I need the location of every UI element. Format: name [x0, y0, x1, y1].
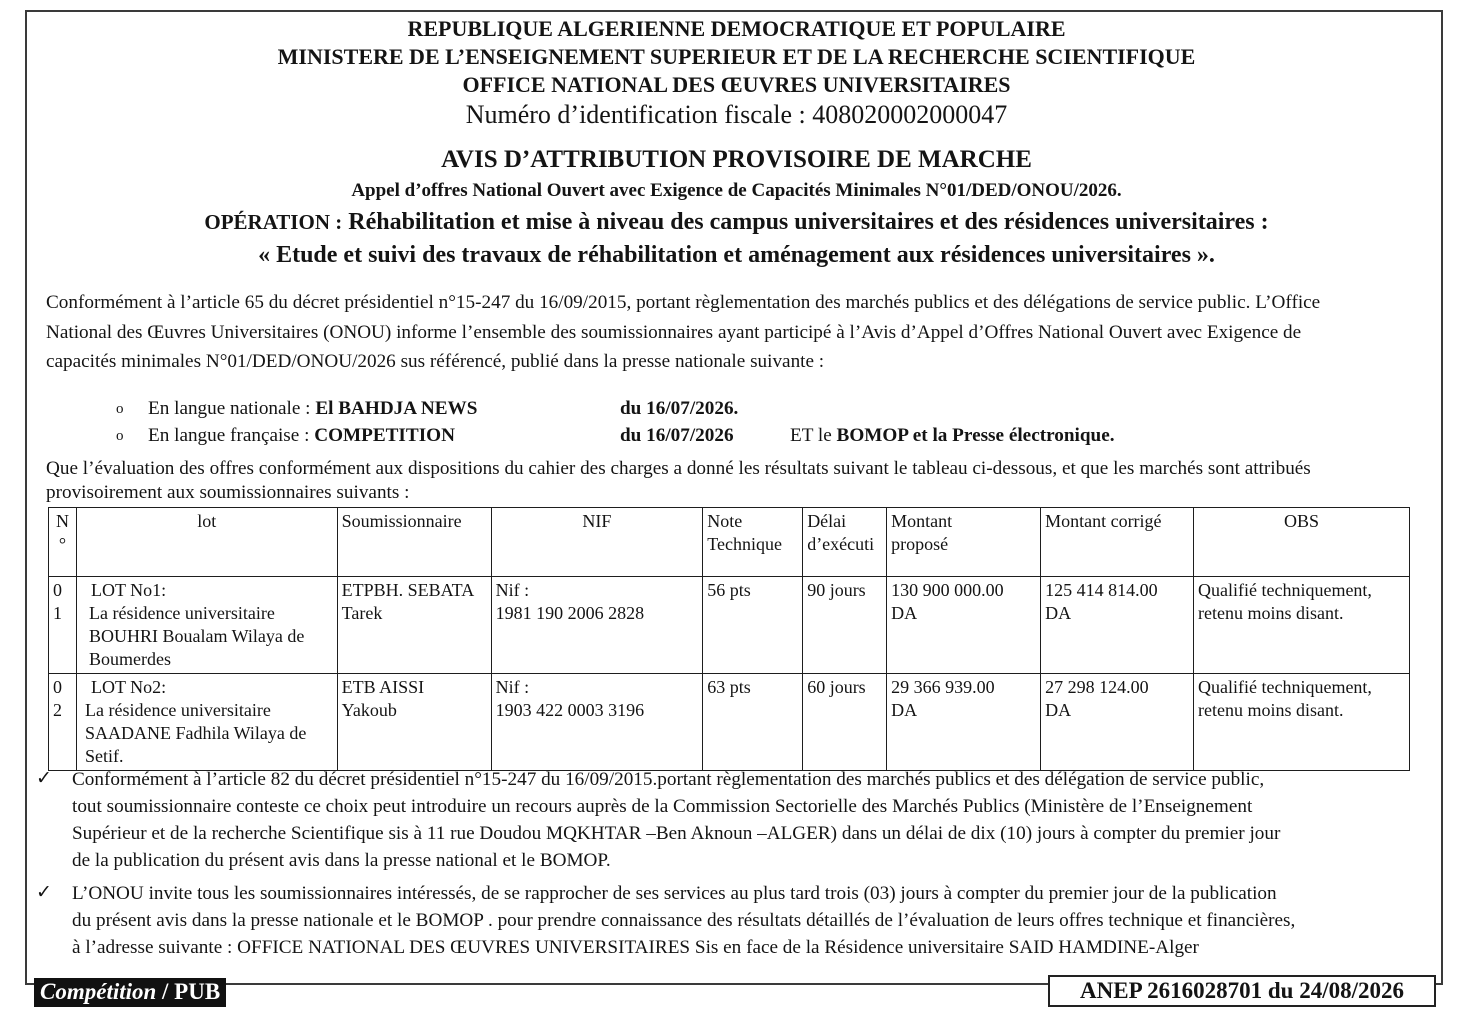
intro-paragraph	[46, 288, 1446, 377]
press-label: En langue française : COMPETITION	[148, 425, 455, 446]
table-row	[49, 674, 1410, 771]
publication-badge: Compétition / PUB	[34, 978, 226, 1007]
bullet-icon: o	[116, 401, 124, 417]
intro-line: Conformément à l’article 65 du décret présidentiel n°15-247 du 16/09/2015, portant règlementation des marchés publics et des délégations de service public. L’Office	[46, 292, 1321, 313]
press-item-national	[0, 398, 1473, 424]
lot-cell: LOT No2: La résidence universitaire SAADANE Fadhila Wilaya de Setif.	[76, 674, 337, 771]
col-bidder-header: Soumissionnaire	[337, 508, 491, 577]
checkmark-icon: ✓	[36, 768, 53, 789]
bullet-icon: o	[116, 428, 124, 444]
results-intro-line: Que l’évaluation des offres conformément aux dispositions du cahier des charges a donné les résultats suivant le tableau ci-dessous, et que les marchés sont attribués	[46, 458, 1311, 479]
notice-title: AVIS D’ATTRIBUTION PROVISOIRE DE MARCHE	[441, 146, 1032, 173]
anep-reference: ANEP 2616028701 du 24/08/2026	[1048, 975, 1436, 1007]
results-table	[48, 507, 1410, 771]
notice-subtitle: Appel d’offres National Ouvert avec Exigence de Capacités Minimales N°01/DED/ONOU/2026.	[351, 180, 1122, 201]
press-paper: COMPETITION	[314, 425, 455, 446]
office-heading: OFFICE NATIONAL DES ŒUVRES UNIVERSITAIRES	[462, 72, 1011, 97]
operation-label: OPÉRATION :	[204, 210, 343, 234]
corrected-amount-cell: 27 298 124.00 DA	[1041, 674, 1194, 771]
operation-line	[0, 209, 1473, 236]
bidder-cell: ETB AISSI Yakoub	[337, 674, 491, 771]
col-number-header: N °	[49, 508, 77, 577]
bidder-cell: ETPBH. SEBATA Tarek	[337, 577, 491, 674]
col-note-header: Note Technique	[703, 508, 803, 577]
lot-cell: LOT No1: La résidence universitaire BOUHRI Boualam Wilaya de Boumerdes	[76, 577, 337, 674]
operation-quote: « Etude et suivi des travaux de réhabilitation et aménagement aux résidences universitaires ».	[258, 242, 1215, 268]
press-date: du 16/07/2026	[620, 425, 734, 446]
note-cell: 63 pts	[703, 674, 803, 771]
press-paper: El BAHDJA NEWS	[315, 398, 478, 419]
row-number: 0 2	[49, 674, 77, 771]
col-lot-header: lot	[76, 508, 337, 577]
delay-cell: 90 jours	[803, 577, 887, 674]
table-header-row	[49, 508, 1410, 577]
note-cell: 56 pts	[703, 577, 803, 674]
obs-cell: Qualifié techniquement, retenu moins disant.	[1194, 674, 1410, 771]
col-corrected-header: Montant corrigé	[1041, 508, 1194, 577]
intro-line: capacités minimales N°01/DED/ONOU/2026 sus référencé, publié dans la presse nationale suivante :	[46, 351, 825, 372]
republic-heading: REPUBLIQUE ALGERIENNE DEMOCRATIQUE ET POPULAIRE	[407, 16, 1066, 41]
press-label: En langue nationale : El BAHDJA NEWS	[148, 398, 478, 419]
appeal-paragraph: Conformément à l’article 82 du décret présidentiel n°15-247 du 16/09/2015.portant règlementation des marchés publics et des délégation de service public, tout soumissionnaire conteste ce choix peut introduire un recours auprès de la Commission Sectorielle des Marchés Publics (Ministère de l’Enseignement Supérieur et de la recherche Scientifique sis à 11 rue Doudou MQKHTAR –Ben Aknoun –ALGER) dans un délai de dix (10) jours à compter du premier jour de la publication du présent avis dans la presse national et le BOMOP.	[72, 769, 1281, 871]
amount-cell: 130 900 000.00 DA	[887, 577, 1041, 674]
col-delay-header: Délai d’exécuti	[803, 508, 887, 577]
col-amount-header: Montant proposé	[887, 508, 1041, 577]
checkmark-icon: ✓	[36, 882, 53, 903]
obs-cell: Qualifié techniquement, retenu moins disant.	[1194, 577, 1410, 674]
press-extra: ET le BOMOP et la Presse électronique.	[790, 425, 1115, 446]
fiscal-id: Numéro d’identification fiscale : 408020002000047	[465, 100, 1008, 129]
col-nif-header: NIF	[491, 508, 703, 577]
results-intro	[46, 454, 1446, 507]
intro-line: National des Œuvres Universitaires (ONOU) informe l’ensemble des soumissionnaires ayant participé à l’Avis d’Appel d’Offres National Ouvert avec Exigence de	[46, 321, 1302, 343]
delay-cell: 60 jours	[803, 674, 887, 771]
corrected-amount-cell: 125 414 814.00 DA	[1041, 577, 1194, 674]
col-obs-header: OBS	[1194, 508, 1410, 577]
press-item-french	[0, 425, 1473, 451]
operation-text: Réhabilitation et mise à niveau des campus universitaires et des résidences universitaires :	[348, 209, 1269, 235]
press-date: du 16/07/2026.	[620, 398, 739, 419]
table-row	[49, 577, 1410, 674]
amount-cell: 29 366 939.00 DA	[887, 674, 1041, 771]
ministry-heading: MINISTERE DE L’ENSEIGNEMENT SUPERIEUR ET DE LA RECHERCHE SCIENTIFIQUE	[277, 44, 1196, 69]
row-number: 0 1	[49, 577, 77, 674]
results-intro-line: provisoirement aux soumissionnaires suivants :	[46, 481, 410, 503]
invitation-paragraph: L’ONOU invite tous les soumissionnaires intéressés, de se rapprocher de ses services au plus tard trois (03) jours à compter du premier jour de la publication du présent avis dans la presse nationale et le BOMOP . pour prendre connaissance des résultats détaillés de l’évaluation de leurs offres technique et financières, à l’adresse suivante : OFFICE NATIONAL DES ŒUVRES UNIVERSITAIRES Sis en face de la Résidence universitaire SAID HAMDINE-Alger	[72, 883, 1296, 958]
nif-cell: Nif : 1981 190 2006 2828	[491, 577, 703, 674]
nif-cell: Nif : 1903 422 0003 3196	[491, 674, 703, 771]
